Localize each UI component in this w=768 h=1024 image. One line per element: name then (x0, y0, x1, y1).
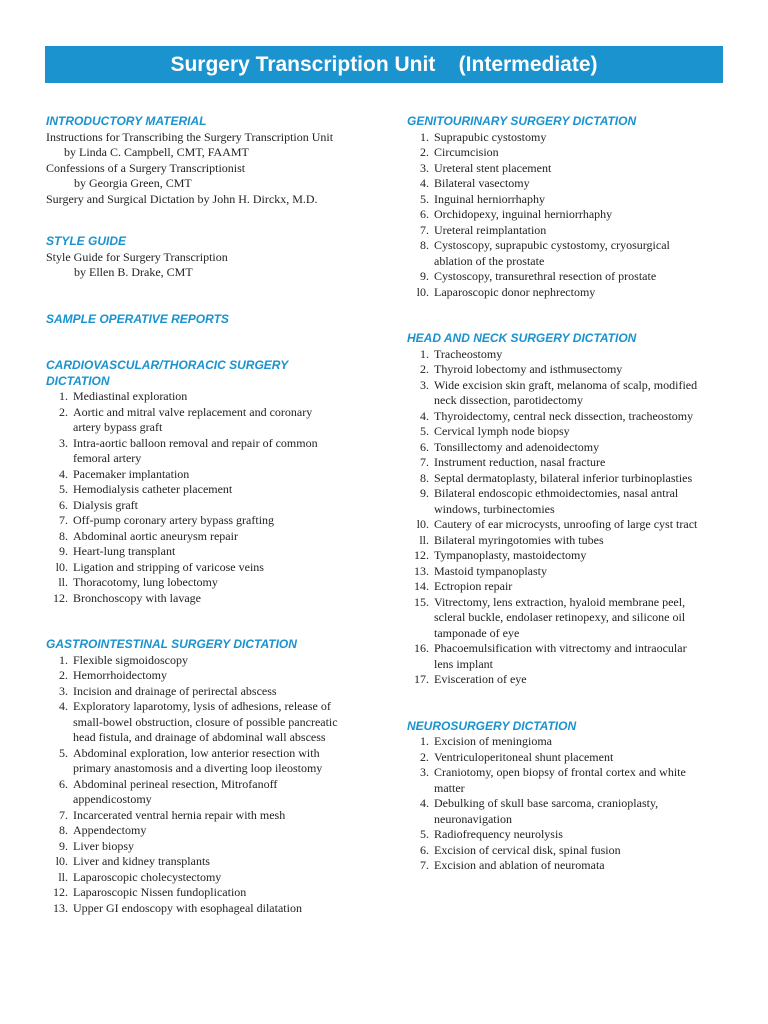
reference-title: Surgery and Surgical Dictation by John H. Dirckx, M.D. (46, 191, 318, 206)
section-title: NEUROSURGERY DICTATION (407, 718, 577, 733)
item-number: 5. (420, 191, 429, 206)
item-text-line: Laparoscopic Nissen fundoplication (73, 885, 247, 899)
item-text-line: Cautery of ear microcysts, unroofing of large cyst tract (434, 517, 698, 531)
item-number: 12. (53, 590, 68, 605)
list-item (407, 285, 725, 301)
item-text-line: Thyroid lobectomy and isthmusectomy (434, 362, 623, 376)
reference-author: by Linda C. Campbell, CMT, FAAMT (64, 145, 249, 159)
item-text-line: scleral buckle, endolaser retinopexy, and silicone oil (434, 610, 686, 624)
item-text-line: Cystoscopy, transurethral resection of prostate (434, 269, 657, 283)
list-item (46, 823, 368, 839)
item-text-line: Excision of cervical disk, spinal fusion (434, 842, 621, 857)
list-item (407, 533, 725, 549)
section-title: HEAD AND NECK SURGERY DICTATION (407, 331, 637, 345)
list-item (407, 517, 725, 533)
list-item (407, 734, 725, 750)
reference-entry (46, 250, 368, 281)
item-text-line: Inguinal herniorrhaphy (434, 191, 545, 206)
list-item (46, 513, 368, 529)
item-text-line: Tracheostomy (434, 346, 503, 361)
item-number: 4. (420, 408, 429, 423)
list-item (407, 378, 725, 409)
item-text-line: Bilateral myringotomies with tubes (434, 532, 604, 547)
item-text-line: Pacemaker implantation (73, 466, 190, 481)
dictation-list (407, 734, 725, 874)
item-text-line: Ureteral stent placement (434, 160, 552, 175)
item-text-line: appendicostomy (73, 792, 152, 806)
list-item (46, 684, 368, 700)
item-text-line: Hemorrhoidectomy (73, 668, 167, 682)
section-sample-operative-reports (46, 312, 368, 328)
item-number: 8. (420, 470, 429, 485)
list-item (46, 808, 368, 824)
item-text-line: ablation of the prostate (434, 253, 545, 268)
item-text-line: Bilateral endoscopic ethmoidectomies, nasal antral (434, 486, 679, 500)
list-item (46, 591, 368, 607)
list-item (46, 498, 368, 514)
reference-title: Style Guide for Surgery Transcription (46, 249, 228, 264)
item-text-line: lens implant (434, 656, 493, 671)
item-text-line: Bronchoscopy with lavage (73, 590, 201, 605)
item-number: 15. (414, 594, 429, 609)
item-text-line: Phacoemulsification with vitrectomy and intraocular (434, 641, 687, 655)
item-text-line: Heart-lung transplant (73, 544, 176, 558)
item-number: 1. (420, 129, 429, 144)
section-title: CARDIOVASCULAR/THORACIC SURGERY (46, 358, 289, 372)
item-number: 3. (420, 377, 429, 392)
section-head-and-neck (407, 331, 725, 688)
item-number: 3. (59, 435, 68, 450)
list-item (407, 765, 725, 796)
section-introductory-material (46, 114, 368, 207)
dictation-list (46, 389, 368, 606)
item-text-line: Hemodialysis catheter placement (73, 482, 233, 496)
list-item (407, 455, 725, 471)
right-column (407, 114, 725, 874)
item-number: 1. (420, 734, 429, 748)
item-text-line: Incision and drainage of perirectal abscess (73, 683, 277, 698)
list-item (407, 843, 725, 859)
item-number: 2. (59, 404, 68, 419)
item-number: 7. (420, 858, 429, 872)
dictation-list (407, 130, 725, 301)
item-number: l0. (55, 559, 68, 574)
item-text-line: Appendectomy (73, 823, 147, 837)
item-number: 2. (59, 668, 68, 682)
item-text-line: Ectropion repair (434, 579, 513, 593)
list-item (407, 130, 725, 146)
item-number: 5. (420, 827, 429, 841)
item-text-line: Aortic and mitral valve replacement and coronary (73, 404, 313, 419)
item-text-line: Laparoscopic donor nephrectomy (434, 284, 596, 299)
item-text-line: Thyroidectomy, central neck dissection, tracheostomy (434, 408, 694, 423)
list-item (407, 827, 725, 843)
list-item (407, 858, 725, 874)
item-text-line: Off-pump coronary artery bypass grafting (73, 513, 275, 527)
item-number: 4. (420, 176, 429, 190)
item-text-line: Upper GI endoscopy with esophageal dilatation (73, 900, 302, 915)
item-number: 13. (414, 563, 429, 578)
list-item (407, 176, 725, 192)
reference-entry (46, 192, 368, 208)
section-genitourinary (407, 114, 725, 300)
item-number: 1. (59, 389, 68, 403)
list-item (46, 699, 368, 746)
item-number: 17. (414, 672, 429, 686)
list-item (46, 544, 368, 560)
list-item (46, 777, 368, 808)
section-title: SAMPLE OPERATIVE REPORTS (46, 311, 229, 326)
item-text-line: Thoracotomy, lung lobectomy (73, 575, 218, 589)
list-item (46, 746, 368, 777)
item-text-line: Suprapubic cystostomy (434, 129, 547, 144)
page-title-banner: Surgery Transcription Unit (Intermediate) (45, 46, 723, 83)
item-text-line: matter (434, 780, 465, 795)
item-number: 12. (414, 548, 429, 562)
left-column (46, 114, 368, 916)
item-number: 6. (59, 497, 68, 512)
reference-list (46, 250, 368, 281)
item-text-line: Ligation and stripping of varicose veins (73, 559, 264, 574)
item-number: l0. (55, 854, 68, 868)
reference-entry (46, 130, 368, 161)
section-title: GASTROINTESTINAL SURGERY DICTATION (46, 637, 297, 651)
item-text-line: Abdominal perineal resection, Mitrofanoff (73, 776, 278, 791)
item-text-line: Liver and kidney transplants (73, 854, 210, 868)
item-text-line: Vitrectomy, lens extraction, hyaloid membrane peel, (434, 594, 686, 609)
item-text-line: primary anastomosis and a diverting loop ileostomy (73, 761, 323, 775)
list-item (407, 409, 725, 425)
item-number: 9. (59, 838, 68, 853)
list-item (46, 482, 368, 498)
item-text-line: Abdominal aortic aneurysm repair (73, 528, 238, 543)
item-text-line: Intra-aortic balloon removal and repair of common (73, 435, 318, 450)
item-number: 14. (414, 579, 429, 593)
item-number: 7. (59, 513, 68, 527)
item-text-line: femoral artery (73, 451, 142, 465)
item-number: 3. (59, 683, 68, 698)
item-number: 2. (420, 749, 429, 764)
list-item (407, 486, 725, 517)
list-item (407, 471, 725, 487)
item-text-line: Excision and ablation of neuromata (434, 858, 605, 872)
item-number: 4. (59, 466, 68, 481)
item-number: 6. (59, 776, 68, 791)
section-title-continued: DICTATION (46, 373, 110, 388)
item-text-line: Circumcision (434, 145, 499, 159)
item-number: l0. (416, 517, 429, 531)
dictation-list (46, 653, 368, 917)
item-number: 8. (59, 823, 68, 837)
item-number: 8. (59, 528, 68, 543)
item-number: 3. (420, 160, 429, 175)
item-number: 1. (59, 652, 68, 667)
section-title: INTRODUCTORY MATERIAL (46, 114, 207, 128)
item-number: 9. (59, 544, 68, 558)
item-number: 8. (420, 238, 429, 252)
item-text-line: Instrument reduction, nasal fracture (434, 455, 606, 469)
item-number: 5. (59, 745, 68, 760)
section-title: GENITOURINARY SURGERY DICTATION (407, 114, 637, 128)
item-text-line: Exploratory laparotomy, lysis of adhesions, release of (73, 699, 331, 713)
reference-list (46, 130, 368, 208)
item-text-line: artery bypass graft (73, 420, 163, 434)
item-text-line: Flexible sigmoidoscopy (73, 652, 188, 667)
list-item (407, 564, 725, 580)
list-item (46, 560, 368, 576)
item-number: 6. (420, 842, 429, 857)
reference-title: Confessions of a Surgery Transcriptionist (46, 160, 246, 175)
item-number: 3. (420, 765, 429, 779)
item-text-line: Septal dermatoplasty, bilateral inferior turbinoplasties (434, 470, 693, 485)
section-gastrointestinal (46, 637, 368, 916)
item-number: ll. (58, 869, 68, 884)
item-text-line: Orchidopexy, inguinal herniorrhaphy (434, 207, 613, 221)
item-text-line: Laparoscopic cholecystectomy (73, 869, 222, 884)
item-number: 16. (414, 641, 429, 655)
item-number: 9. (420, 269, 429, 283)
item-number: 5. (420, 424, 429, 438)
dictation-list (407, 347, 725, 688)
list-item (407, 579, 725, 595)
item-text-line: Ureteral reimplantation (434, 222, 547, 237)
item-text-line: Liver biopsy (73, 838, 134, 853)
item-text-line: Cystoscopy, suprapubic cystostomy, cryosurgical (434, 238, 670, 252)
item-number: 6. (420, 439, 429, 454)
list-item (46, 436, 368, 467)
item-number: 9. (420, 486, 429, 500)
item-text-line: Excision of meningioma (434, 734, 552, 748)
item-number: 2. (420, 362, 429, 376)
list-item (407, 269, 725, 285)
list-item (407, 672, 725, 688)
item-text-line: Tympanoplasty, mastoidectomy (434, 548, 587, 562)
list-item (46, 870, 368, 886)
item-text-line: Mastoid tympanoplasty (434, 563, 547, 578)
item-text-line: neuronavigation (434, 811, 512, 826)
list-item (407, 161, 725, 177)
item-number: 12. (53, 885, 68, 899)
item-number: ll. (419, 532, 429, 547)
list-item (46, 885, 368, 901)
reference-author: by Georgia Green, CMT (74, 176, 192, 190)
list-item (46, 405, 368, 436)
item-text-line: tamponade of eye (434, 625, 520, 640)
item-text-line: Incarcerated ventral hernia repair with mesh (73, 807, 286, 822)
item-text-line: Debulking of skull base sarcoma, cranioplasty, (434, 796, 659, 810)
list-item (407, 440, 725, 456)
item-number: 4. (59, 699, 68, 713)
list-item (46, 839, 368, 855)
list-item (46, 854, 368, 870)
list-item (46, 653, 368, 669)
list-item (407, 207, 725, 223)
section-style-guide (46, 234, 368, 281)
item-text-line: Wide excision skin graft, melanoma of scalp, modified (434, 377, 698, 392)
list-item (46, 467, 368, 483)
item-text-line: Evisceration of eye (434, 672, 527, 686)
item-number: 7. (59, 807, 68, 822)
reference-title: Instructions for Transcribing the Surgery Transcription Unit (46, 129, 334, 144)
list-item (407, 238, 725, 269)
section-title: STYLE GUIDE (46, 234, 127, 248)
item-text-line: Mediastinal exploration (73, 389, 188, 403)
item-text-line: Abdominal exploration, low anterior resection with (73, 745, 320, 760)
section-cardiovascular-thoracic (46, 358, 368, 606)
list-item (407, 595, 725, 642)
item-text-line: neck dissection, parotidectomy (434, 393, 583, 407)
item-number: 7. (420, 455, 429, 469)
item-text-line: Ventriculoperitoneal shunt placement (434, 749, 614, 764)
item-text-line: head fistula, and drainage of abdominal wall abscess (73, 730, 326, 744)
list-item (407, 145, 725, 161)
item-number: l0. (416, 284, 429, 299)
item-number: 5. (59, 482, 68, 496)
list-item (407, 548, 725, 564)
item-number: ll. (58, 575, 68, 589)
item-number: 1. (420, 346, 429, 361)
item-text-line: windows, turbinectomies (434, 501, 555, 516)
item-number: 13. (53, 900, 68, 915)
list-item (407, 424, 725, 440)
list-item (46, 529, 368, 545)
item-text-line: Radiofrequency neurolysis (434, 827, 563, 841)
list-item (407, 362, 725, 378)
item-number: 4. (420, 796, 429, 810)
item-text-line: Craniotomy, open biopsy of frontal cortex and white (434, 765, 686, 779)
item-number: 2. (420, 145, 429, 159)
item-text-line: small-bowel obstruction, closure of possible pancreatic (73, 714, 338, 729)
item-text-line: Tonsillectomy and adenoidectomy (434, 439, 600, 454)
item-number: 7. (420, 222, 429, 237)
list-item (407, 750, 725, 766)
item-text-line: Bilateral vasectomy (434, 176, 530, 190)
list-item (407, 192, 725, 208)
item-text-line: Cervical lymph node biopsy (434, 424, 570, 438)
list-item (407, 796, 725, 827)
item-text-line: Dialysis graft (73, 497, 138, 512)
reference-entry (46, 161, 368, 192)
list-item (46, 668, 368, 684)
list-item (46, 901, 368, 917)
section-neurosurgery (407, 719, 725, 874)
list-item (407, 347, 725, 363)
list-item (407, 641, 725, 672)
list-item (407, 223, 725, 239)
list-item (46, 389, 368, 405)
reference-author: by Ellen B. Drake, CMT (74, 265, 193, 279)
list-item (46, 575, 368, 591)
item-number: 6. (420, 207, 429, 221)
